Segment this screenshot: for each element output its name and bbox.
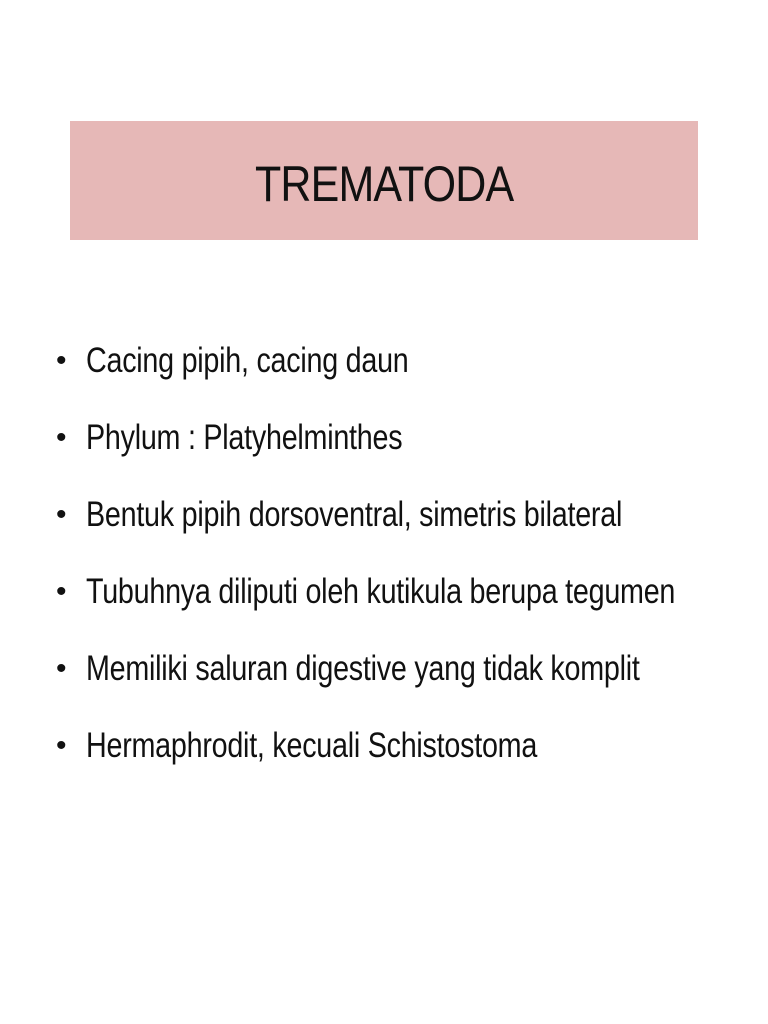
bullet-text: Tubuhnya diliputi oleh kutikula berupa tegumen (86, 572, 676, 611)
title-banner (70, 121, 698, 240)
bullet-item (56, 723, 746, 800)
bullet-list (56, 338, 746, 800)
bullet-icon: • (56, 575, 67, 608)
bullet-item (56, 569, 746, 646)
bullet-item (56, 646, 746, 723)
bullet-icon: • (56, 421, 67, 454)
bullet-item (56, 492, 746, 569)
bullet-text: Bentuk pipih dorsoventral, simetris bilateral (86, 495, 623, 534)
bullet-text: Hermaphrodit, kecuali Schistostoma (86, 726, 538, 765)
bullet-text: Cacing pipih, cacing daun (86, 341, 409, 380)
bullet-text: Memiliki saluran digestive yang tidak komplit (86, 649, 640, 688)
bullet-item (56, 338, 746, 415)
bullet-item (56, 415, 746, 492)
bullet-icon: • (56, 652, 67, 685)
slide-title: TREMATODA (254, 155, 514, 212)
bullet-text: Phylum : Platyhelminthes (86, 418, 403, 457)
bullet-icon: • (56, 344, 67, 377)
bullet-icon: • (56, 729, 67, 762)
bullet-icon: • (56, 498, 67, 531)
